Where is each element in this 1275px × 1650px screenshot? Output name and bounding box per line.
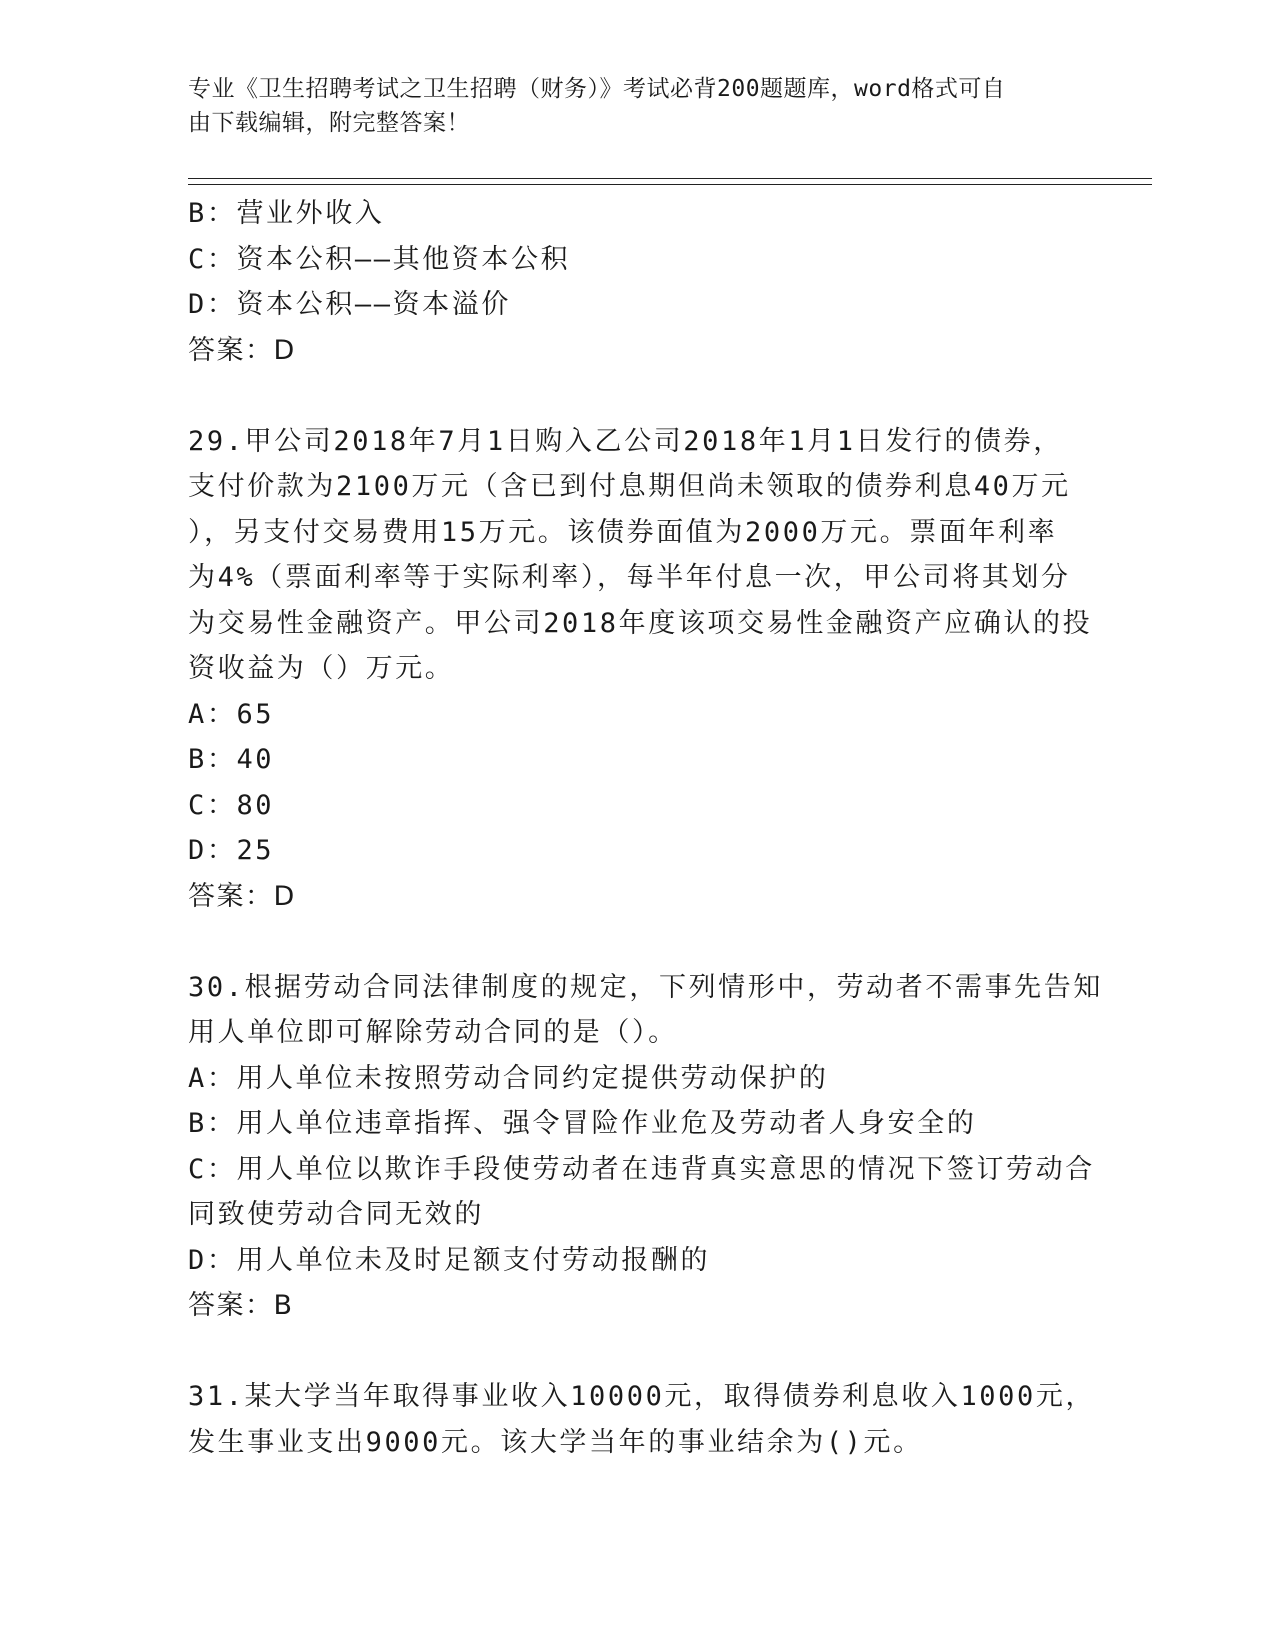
spacer: [188, 919, 1088, 965]
question-stem-line: 31.某大学当年取得事业收入10000元，取得债券利息收入1000元，: [188, 1381, 1096, 1412]
question-stem-line: 为交易性金融资产。甲公司2018年度该项交易性金融资产应确认的投: [188, 607, 1093, 639]
option-d: D：资本公积——资本溢价: [188, 289, 511, 320]
spacer: [188, 1329, 1088, 1375]
question-stem-line: 用人单位即可解除劳动合同的是（）。: [188, 1017, 678, 1048]
option-c-continued: 同致使劳动合同无效的: [188, 1199, 484, 1230]
answer-line: 答案：D: [188, 880, 296, 912]
header-divider-top: [188, 178, 1152, 179]
answer-line: 答案：D: [188, 334, 296, 366]
question-stem-line: 29.甲公司2018年7月1日购入乙公司2018年1月1日发行的债券，: [188, 425, 1063, 457]
option-d: D：用人单位未及时足额支付劳动报酬的: [188, 1244, 711, 1276]
question-stem-line: 30.根据劳动合同法律制度的规定，下列情形中，劳动者不需事先告知: [188, 971, 1103, 1003]
option-a: A：用人单位未按照劳动合同约定提供劳动保护的: [188, 1062, 829, 1094]
option-c: C：80: [188, 789, 275, 821]
option-c: C：资本公积——其他资本公积: [188, 243, 571, 275]
question-stem-line: 支付价款为2100万元（含已到付息期但尚未领取的债券利息40万元: [188, 471, 1071, 502]
question-stem-line: 为4%（票面利率等于实际利率），每半年付息一次，甲公司将其划分: [188, 562, 1071, 593]
question-28: [188, 191, 1088, 373]
question-list: [188, 191, 1103, 1465]
spacer: [188, 373, 1088, 419]
option-b: B：用人单位违章指挥、强令冒险作业危及劳动者人身安全的: [188, 1108, 977, 1139]
question-stem-line: ），另支付交易费用15万元。该债券面值为2000万元。票面年利率: [188, 516, 1058, 548]
option-b: B：营业外收入: [188, 198, 385, 229]
answer-line: 答案：B: [188, 1290, 294, 1321]
question-30: [188, 965, 1103, 1329]
header-line-2: 由下载编辑，附完整答案！: [188, 110, 470, 136]
option-b: B：40: [188, 744, 275, 775]
question-29: [188, 419, 1093, 920]
question-stem-line: 发生事业支出9000元。该大学当年的事业结余为()元。: [188, 1426, 923, 1458]
header-line-1: 专业《卫生招聘考试之卫生招聘（财务）》考试必背200题题库，word格式可自: [188, 76, 1006, 102]
option-c: C：用人单位以欺诈手段使劳动者在违背真实意思的情况下签订劳动合: [188, 1153, 1095, 1185]
option-d: D：25: [188, 835, 275, 866]
document-header: [188, 72, 1068, 140]
header-divider-bottom: [188, 184, 1152, 185]
question-stem-line: 资收益为（）万元。: [188, 653, 455, 684]
option-a: A：65: [188, 698, 275, 730]
question-31: [188, 1374, 1096, 1465]
